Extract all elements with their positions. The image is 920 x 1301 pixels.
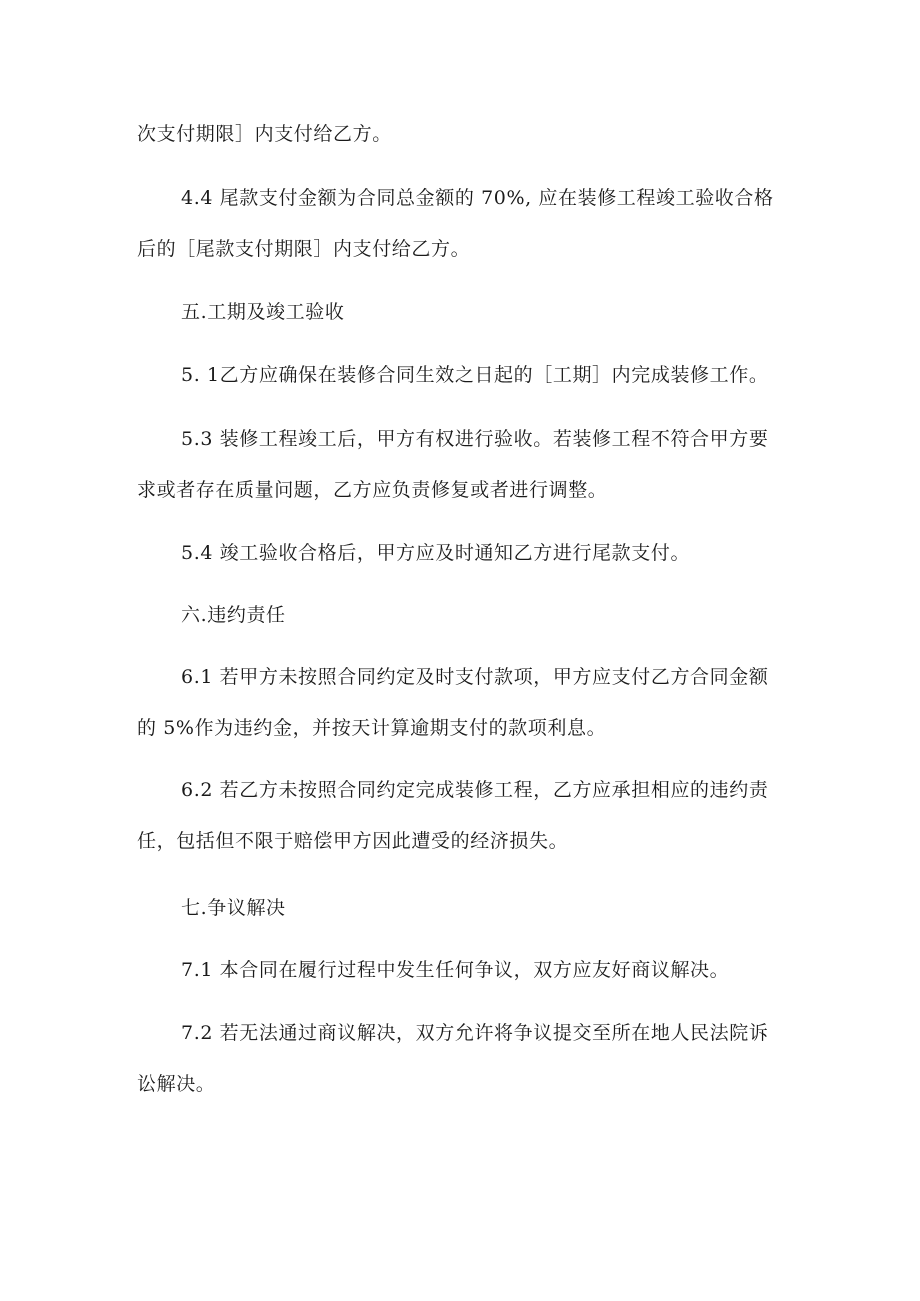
section-heading-5: 五.工期及竣工验收	[181, 301, 345, 323]
clause-6-2: 6.2 若乙方未按照合同约定完成装修工程，乙方应承担相应的违约责	[181, 779, 769, 801]
clause-7-1: 7.1 本合同在履行过程中发生任何争议，双方应友好商议解决。	[181, 959, 730, 981]
clause-5-1: 5. 1乙方应确保在装修合同生效之日起的［工期］内完成装修工作。	[181, 364, 769, 386]
clause-6-1: 6.1 若甲方未按照合同约定及时支付款项，甲方应支付乙方合同金额	[181, 666, 769, 688]
clause-7-2: 7.2 若无法通过商议解决，双方允许将争议提交至所在地人民法院诉	[181, 1022, 769, 1044]
section-heading-6: 六.违约责任	[181, 604, 286, 626]
clause-5-3: 5.3 装修工程竣工后，甲方有权进行验收。若装修工程不符合甲方要	[181, 428, 769, 450]
clause-5-4: 5.4 竣工验收合格后，甲方应及时通知乙方进行尾款支付。	[181, 542, 691, 564]
text-line: 求或者存在质量问题，乙方应负责修复或者进行调整。	[137, 479, 608, 501]
clause-4-4: 4.4 尾款支付金额为合同总金额的 70%, 应在装修工程竣工验收合格	[181, 187, 774, 209]
text-line: 任，包括但不限于赔偿甲方因此遭受的经济损失。	[137, 830, 569, 852]
section-heading-7: 七.争议解决	[181, 897, 286, 919]
text-line: 后的［尾款支付期限］内支付给乙方。	[137, 238, 471, 260]
text-line: 的 5%作为违约金，并按天计算逾期支付的款项利息。	[137, 717, 607, 739]
text-line: 次支付期限］内支付给乙方。	[137, 123, 392, 145]
text-line: 讼解决。	[137, 1073, 216, 1095]
